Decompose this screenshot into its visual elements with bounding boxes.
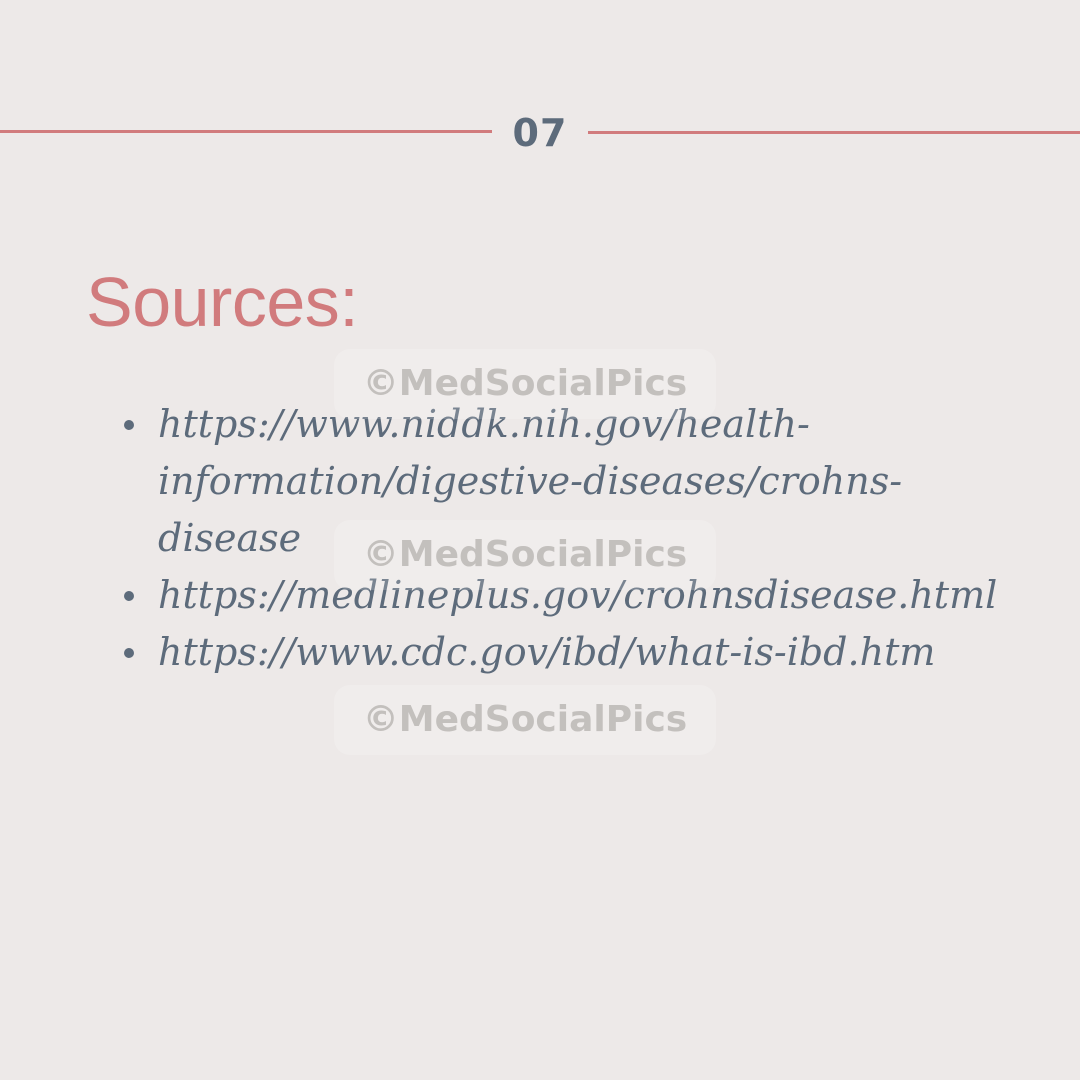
source-item-cdc[interactable] bbox=[158, 624, 1018, 681]
source-link-cdc[interactable]: https://www.cdc.gov/ibd/what-is-ibd.htm bbox=[158, 630, 936, 674]
divider-line-left bbox=[0, 130, 492, 133]
divider-line-right bbox=[588, 131, 1080, 134]
watermark: ©MedSocialPics bbox=[334, 349, 716, 419]
source-item-niddk[interactable] bbox=[158, 396, 1018, 567]
source-link-medlineplus[interactable]: https://medlineplus.gov/crohnsdisease.html bbox=[158, 573, 998, 617]
sources-heading: Sources: bbox=[86, 263, 359, 341]
source-link-niddk-line1: https://www.niddk.nih.gov/health- bbox=[158, 402, 810, 446]
source-link-niddk-line2: information/digestive-diseases/crohns- bbox=[158, 459, 903, 503]
watermark: ©MedSocialPics bbox=[334, 520, 716, 590]
source-link-niddk[interactable] bbox=[158, 396, 1018, 567]
source-item-medlineplus[interactable] bbox=[158, 567, 1018, 624]
sources-list bbox=[158, 396, 1018, 681]
source-link-niddk-line3: disease bbox=[158, 516, 302, 560]
page-number: 07 bbox=[512, 111, 568, 155]
watermark: ©MedSocialPics bbox=[334, 685, 716, 755]
